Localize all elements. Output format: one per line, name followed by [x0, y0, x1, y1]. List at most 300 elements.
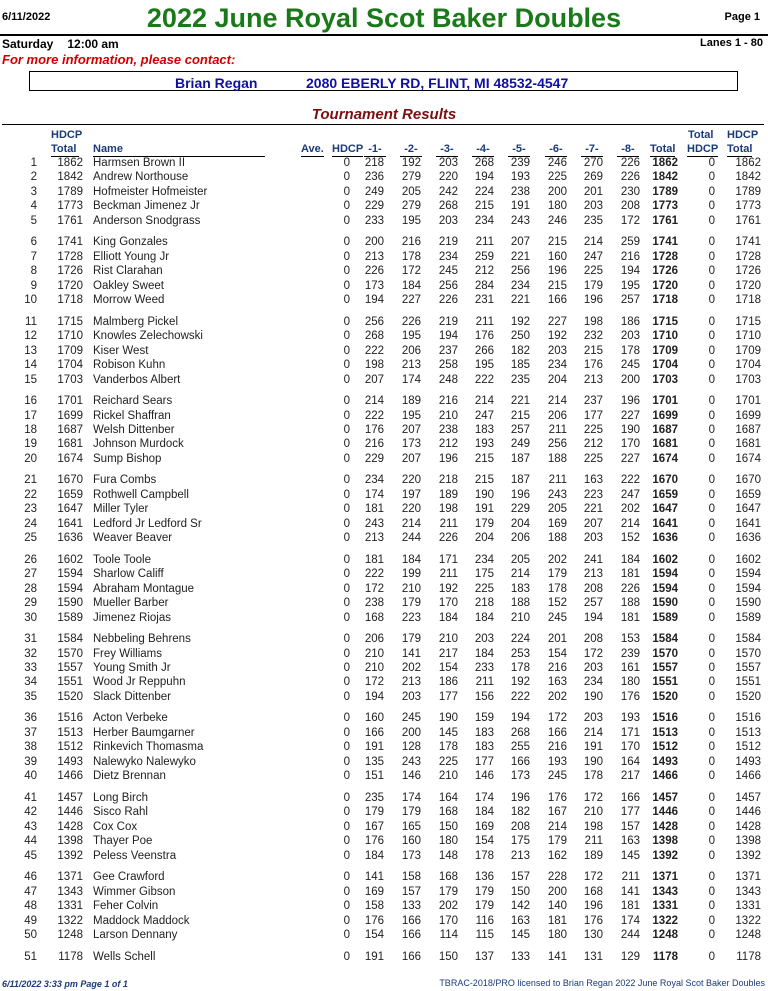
row-game-8: 190	[620, 423, 640, 436]
row-rank: 14	[24, 359, 37, 372]
row-game-1: 154	[364, 928, 384, 941]
row-total-hdcp: 0	[708, 452, 715, 465]
row-hdcp-total2: 1704	[735, 359, 761, 372]
row-game-3: 212	[438, 438, 458, 451]
row-game-3: 154	[438, 662, 458, 674]
row-game-2: 199	[401, 568, 421, 581]
row-total-hdcp: 0	[708, 885, 715, 898]
row-game-3: 150	[438, 820, 458, 833]
row-game-7: 235	[583, 214, 603, 227]
row-game-3: 238	[438, 423, 458, 436]
row-hdcp-total2: 1570	[735, 647, 761, 660]
row-total-hdcp: 0	[708, 568, 715, 581]
row-hdcp-total2: 1584	[735, 633, 761, 646]
row-hdcp-total: 1681	[57, 438, 83, 451]
row-game-8: 184	[620, 553, 640, 566]
row-game-7: 241	[583, 553, 603, 566]
row-rank: 18	[24, 423, 37, 436]
row-game-4: 266	[474, 344, 494, 357]
row-game-3: 219	[438, 236, 458, 249]
row-name: Robison Kuhn	[93, 359, 166, 372]
row-hdcp: 0	[343, 330, 350, 343]
row-game-7: 172	[583, 647, 603, 660]
row-game-8: 227	[620, 409, 640, 422]
row-game-6: 166	[547, 726, 567, 739]
row-hdcp-total2: 1520	[735, 690, 761, 703]
row-hdcp-total: 1715	[57, 315, 83, 328]
row-game-4: 234	[474, 553, 494, 566]
row-game-4: 136	[474, 871, 494, 884]
row-game-1: 210	[364, 662, 384, 674]
row-game-7: 213	[583, 373, 603, 386]
row-game-5: 210	[510, 611, 530, 624]
row-rank: 32	[24, 647, 37, 660]
row-game-6: 228	[547, 871, 567, 884]
row-game-3: 218	[438, 474, 458, 487]
row-hdcp-total: 1647	[57, 503, 83, 516]
row-game-7: 208	[583, 582, 603, 595]
row-game-5: 250	[510, 330, 530, 343]
row-hdcp-total: 1641	[57, 517, 83, 530]
row-total-hdcp: 0	[708, 373, 715, 386]
row-game-2: 227	[401, 294, 421, 307]
row-total: 1670	[652, 474, 678, 487]
row-total: 1570	[652, 647, 678, 660]
row-rank: 45	[24, 849, 37, 862]
row-game-4: 159	[474, 712, 494, 725]
row-hdcp: 0	[343, 359, 350, 372]
row-name: Rothwell Campbell	[93, 488, 189, 501]
col-game-3: -3-	[436, 143, 458, 157]
row-game-7: 196	[583, 900, 603, 913]
row-total-hdcp: 0	[708, 553, 715, 566]
row-name: Wimmer Gibson	[93, 885, 176, 898]
row-game-1: 184	[364, 849, 384, 862]
row-game-5: 224	[510, 633, 530, 646]
row-game-5: 257	[510, 423, 530, 436]
row-game-6: 163	[547, 676, 567, 689]
row-game-2: 166	[401, 950, 421, 963]
row-game-2: 206	[401, 344, 421, 357]
row-game-5: 173	[510, 770, 530, 783]
row-game-3: 190	[438, 712, 458, 725]
row-total: 1789	[652, 185, 678, 198]
row-total: 1343	[652, 885, 678, 898]
row-game-6: 211	[548, 423, 567, 436]
row-name: Gee Crawford	[93, 871, 165, 884]
row-game-7: 194	[583, 611, 603, 624]
row-total-hdcp: 0	[708, 294, 715, 307]
row-name: Sump Bishop	[93, 452, 162, 465]
row-game-3: 220	[438, 171, 458, 184]
row-game-8: 177	[620, 806, 640, 819]
row-game-2: 165	[401, 820, 421, 833]
row-name: Andrew Northouse	[93, 171, 189, 184]
col-game-2: -2-	[400, 143, 422, 157]
row-game-6: 214	[547, 395, 567, 408]
row-total: 1178	[653, 950, 678, 963]
row-hdcp: 0	[343, 474, 350, 487]
row-rank: 6	[30, 236, 37, 249]
contact-address: 2080 EBERLY RD, FLINT, MI 48532-4547	[306, 75, 569, 91]
row-game-1: 191	[364, 950, 384, 963]
row-hdcp-total: 1178	[58, 950, 83, 963]
row-rank: 4	[30, 200, 37, 213]
row-game-4: 146	[474, 770, 494, 783]
row-game-1: 172	[364, 582, 384, 595]
row-game-7: 234	[583, 676, 603, 689]
row-game-8: 244	[620, 928, 640, 941]
row-game-8: 180	[620, 676, 640, 689]
row-total: 1248	[652, 928, 678, 941]
row-game-2: 216	[401, 236, 421, 249]
row-total: 1520	[652, 690, 678, 703]
row-game-6: 200	[547, 185, 567, 198]
row-total: 1602	[652, 553, 678, 566]
row-game-3: 211	[439, 568, 458, 581]
row-rank: 29	[24, 597, 37, 610]
row-game-7: 215	[583, 344, 603, 357]
row-game-1: 176	[364, 835, 384, 848]
row-rank: 26	[24, 553, 37, 566]
row-total: 1457	[652, 791, 678, 804]
row-hdcp: 0	[343, 900, 350, 913]
row-game-8: 178	[620, 344, 640, 357]
col-hdcp-total-top: HDCP	[51, 129, 83, 141]
row-rank: 12	[24, 330, 37, 343]
row-game-5: 163	[510, 914, 530, 927]
row-game-6: 201	[547, 633, 567, 646]
row-game-2: 128	[401, 741, 421, 754]
row-rank: 21	[24, 474, 37, 487]
row-game-8: 129	[620, 950, 640, 963]
row-name: Knowles Zelechowski	[93, 330, 203, 343]
row-game-6: 141	[547, 950, 567, 963]
row-game-5: 187	[510, 474, 530, 487]
row-game-8: 181	[620, 568, 640, 581]
row-game-2: 160	[401, 835, 421, 848]
row-game-1: 213	[364, 532, 384, 545]
row-hdcp-total2: 1647	[735, 503, 761, 516]
row-game-2: 179	[401, 806, 421, 819]
row-game-8: 245	[620, 359, 640, 372]
row-game-7: 221	[583, 503, 603, 516]
row-game-5: 193	[510, 171, 530, 184]
row-game-1: 173	[364, 279, 384, 292]
row-game-2: 173	[401, 849, 421, 862]
row-game-4: 179	[474, 517, 494, 530]
row-hdcp-total: 1703	[57, 373, 83, 386]
row-game-1: 229	[364, 200, 384, 213]
row-rank: 27	[24, 568, 37, 581]
row-game-8: 214	[620, 517, 640, 530]
row-game-1: 222	[364, 568, 384, 581]
row-hdcp: 0	[343, 690, 350, 703]
row-game-5: 249	[510, 438, 530, 451]
row-game-6: 216	[547, 741, 567, 754]
row-game-8: 163	[620, 835, 640, 848]
row-hdcp: 0	[343, 849, 350, 862]
row-game-7: 172	[583, 791, 603, 804]
row-game-8: 174	[620, 914, 640, 927]
row-game-8: 247	[620, 488, 640, 501]
row-game-8: 181	[620, 900, 640, 913]
row-game-8: 193	[620, 712, 640, 725]
row-total-hdcp: 0	[708, 820, 715, 833]
row-game-5: 221	[510, 294, 530, 307]
row-total: 1687	[652, 423, 678, 436]
row-game-6: 180	[547, 928, 567, 941]
row-hdcp-total2: 1392	[735, 849, 761, 862]
row-rank: 20	[24, 452, 37, 465]
row-hdcp-total2: 1761	[735, 214, 761, 227]
row-rank: 31	[24, 633, 37, 646]
row-name: Young Smith Jr	[93, 662, 171, 674]
row-game-4: 211	[475, 236, 494, 249]
row-game-2: 210	[401, 582, 421, 595]
row-total: 1641	[652, 517, 678, 530]
row-hdcp-total: 1862	[57, 157, 83, 169]
row-game-5: 253	[510, 647, 530, 660]
row-game-1: 268	[364, 330, 384, 343]
row-game-2: 200	[401, 726, 421, 739]
row-game-1: 249	[364, 185, 384, 198]
row-total: 1446	[652, 806, 678, 819]
row-game-5: 222	[510, 690, 530, 703]
row-game-8: 226	[620, 582, 640, 595]
row-rank: 48	[24, 900, 37, 913]
row-game-7: 178	[583, 770, 603, 783]
row-hdcp-total: 1590	[57, 597, 83, 610]
row-name: Weaver Beaver	[93, 532, 173, 545]
row-game-7: 191	[583, 741, 603, 754]
row-hdcp: 0	[343, 871, 350, 884]
row-rank: 34	[24, 676, 37, 689]
row-game-3: 198	[438, 503, 458, 516]
row-hdcp: 0	[343, 662, 350, 674]
row-game-3: 268	[438, 200, 458, 213]
row-name: Nalewyko Nalewyko	[93, 755, 196, 768]
row-game-7: 237	[583, 395, 603, 408]
row-game-2: 197	[401, 488, 421, 501]
row-game-2: 207	[401, 423, 421, 436]
row-hdcp-total: 1457	[57, 791, 83, 804]
row-game-1: 235	[364, 791, 384, 804]
row-game-1: 222	[364, 409, 384, 422]
row-game-3: 114	[439, 928, 458, 941]
row-game-8: 208	[620, 200, 640, 213]
row-name: Maddock Maddock	[93, 914, 190, 927]
row-hdcp-total2: 1590	[735, 597, 761, 610]
row-game-5: 183	[510, 582, 530, 595]
row-game-4: 193	[474, 438, 494, 451]
row-game-5: 238	[510, 185, 530, 198]
row-game-6: 196	[547, 265, 567, 278]
row-hdcp-total: 1584	[57, 633, 83, 646]
row-hdcp-total2: 1703	[735, 373, 761, 386]
row-total: 1659	[652, 488, 678, 501]
row-hdcp: 0	[343, 820, 350, 833]
row-game-5: 178	[510, 662, 530, 674]
row-rank: 28	[24, 582, 37, 595]
row-game-5: 213	[510, 849, 530, 862]
row-hdcp: 0	[343, 806, 350, 819]
row-total-hdcp: 0	[708, 914, 715, 927]
row-rank: 40	[24, 770, 37, 783]
row-game-1: 234	[364, 474, 384, 487]
row-game-4: 169	[474, 820, 494, 833]
row-game-1: 200	[364, 236, 384, 249]
row-hdcp-total2: 1513	[735, 726, 761, 739]
row-game-8: 257	[620, 294, 640, 307]
row-game-2: 174	[401, 791, 421, 804]
row-game-6: 162	[547, 849, 567, 862]
row-game-1: 236	[364, 171, 384, 184]
row-game-4: 233	[474, 662, 494, 674]
col-game-1: -1-	[364, 143, 386, 157]
contact-name: Brian Regan	[175, 75, 258, 91]
row-hdcp-total: 1687	[57, 423, 83, 436]
row-game-5: 188	[510, 597, 530, 610]
row-total: 1493	[652, 755, 678, 768]
row-total: 1428	[652, 820, 678, 833]
row-total-hdcp: 0	[708, 791, 715, 804]
row-game-5: 166	[510, 755, 530, 768]
row-game-8: 239	[620, 647, 640, 660]
row-hdcp-total: 1343	[57, 885, 83, 898]
row-hdcp: 0	[343, 553, 350, 566]
row-name: Johnson Murdock	[93, 438, 184, 451]
row-game-5: 214	[510, 568, 530, 581]
row-game-2: 173	[401, 438, 421, 451]
row-name: Oakley Sweet	[93, 279, 164, 292]
row-total: 1703	[652, 373, 678, 386]
row-total-hdcp: 0	[708, 409, 715, 422]
row-hdcp-total2: 1670	[735, 474, 761, 487]
row-game-6: 246	[547, 157, 567, 169]
row-hdcp-total: 1331	[57, 900, 83, 913]
row-game-7: 214	[583, 726, 603, 739]
row-game-5: 208	[510, 820, 530, 833]
row-game-5: 175	[510, 835, 530, 848]
row-game-4: 215	[474, 200, 494, 213]
row-rank: 3	[30, 185, 37, 198]
row-name: Wood Jr Reppuhn	[93, 676, 186, 689]
row-game-3: 245	[438, 265, 458, 278]
row-hdcp: 0	[343, 676, 350, 689]
row-hdcp-total2: 1594	[735, 568, 761, 581]
row-game-6: 206	[547, 409, 567, 422]
row-hdcp-total: 1720	[57, 279, 83, 292]
row-total: 1728	[652, 250, 678, 263]
row-hdcp: 0	[343, 294, 350, 307]
row-game-2: 205	[401, 185, 421, 198]
row-hdcp: 0	[343, 395, 350, 408]
row-game-7: 211	[584, 835, 603, 848]
row-name: Wells Schell	[93, 950, 156, 963]
row-name: Feher Colvin	[93, 900, 159, 913]
row-game-2: 207	[401, 452, 421, 465]
row-game-2: 223	[401, 611, 421, 624]
row-game-6: 227	[547, 315, 567, 328]
row-game-4: 177	[474, 755, 494, 768]
row-hdcp-total2: 1512	[735, 741, 761, 754]
row-total: 1761	[652, 214, 678, 227]
row-game-5: 191	[510, 200, 530, 213]
row-hdcp-total2: 1551	[735, 676, 761, 689]
row-total-hdcp: 0	[708, 582, 715, 595]
row-game-8: 226	[620, 157, 640, 169]
row-total: 1516	[652, 712, 678, 725]
session-time: 12:00 am	[67, 37, 119, 51]
row-game-3: 179	[438, 885, 458, 898]
row-game-3: 196	[438, 452, 458, 465]
col-name: Name	[93, 143, 265, 157]
row-total-hdcp: 0	[708, 359, 715, 372]
row-game-5: 157	[510, 871, 530, 884]
row-name: Herber Baumgarner	[93, 726, 195, 739]
row-game-6: 202	[547, 690, 567, 703]
row-game-6: 192	[547, 330, 567, 343]
row-game-8: 145	[620, 849, 640, 862]
row-hdcp-total: 1513	[57, 726, 83, 739]
row-total: 1726	[652, 265, 678, 278]
row-name: Thayer Poe	[93, 835, 153, 848]
row-hdcp-total2: 1728	[735, 250, 761, 263]
row-game-1: 213	[364, 250, 384, 263]
row-hdcp: 0	[343, 726, 350, 739]
row-game-5: 182	[510, 806, 530, 819]
row-rank: 50	[24, 928, 37, 941]
row-game-5: 196	[510, 791, 530, 804]
row-total-hdcp: 0	[708, 770, 715, 783]
row-game-2: 213	[401, 359, 421, 372]
row-game-2: 195	[401, 409, 421, 422]
row-game-4: 215	[474, 452, 494, 465]
row-game-7: 225	[583, 423, 603, 436]
row-game-7: 207	[583, 517, 603, 530]
row-total-hdcp: 0	[708, 200, 715, 213]
row-game-1: 174	[364, 488, 384, 501]
row-game-3: 168	[438, 871, 458, 884]
row-name: Ledford Jr Ledford Sr	[93, 517, 202, 530]
row-total-hdcp: 0	[708, 662, 715, 674]
row-game-8: 216	[620, 250, 640, 263]
row-game-7: 225	[583, 265, 603, 278]
row-rank: 49	[24, 914, 37, 927]
row-game-1: 198	[364, 359, 384, 372]
row-hdcp: 0	[343, 438, 350, 451]
row-game-5: 221	[510, 395, 530, 408]
row-game-2: 158	[401, 871, 421, 884]
row-game-4: 179	[474, 885, 494, 898]
row-game-4: 137	[474, 950, 494, 963]
row-game-2: 214	[401, 517, 421, 530]
row-name: Morrow Weed	[93, 294, 165, 307]
row-total-hdcp: 0	[708, 741, 715, 754]
row-game-4: 116	[475, 914, 494, 927]
row-game-3: 210	[438, 770, 458, 783]
row-hdcp-total: 1392	[57, 849, 83, 862]
row-total-hdcp: 0	[708, 950, 715, 963]
row-total: 1322	[652, 914, 678, 927]
col-hdcp-total2-top: HDCP	[727, 129, 759, 141]
row-hdcp-total: 1446	[57, 806, 83, 819]
row-game-6: 202	[547, 553, 567, 566]
row-rank: 9	[30, 279, 37, 292]
row-game-7: 201	[583, 185, 603, 198]
row-game-2: 157	[401, 885, 421, 898]
